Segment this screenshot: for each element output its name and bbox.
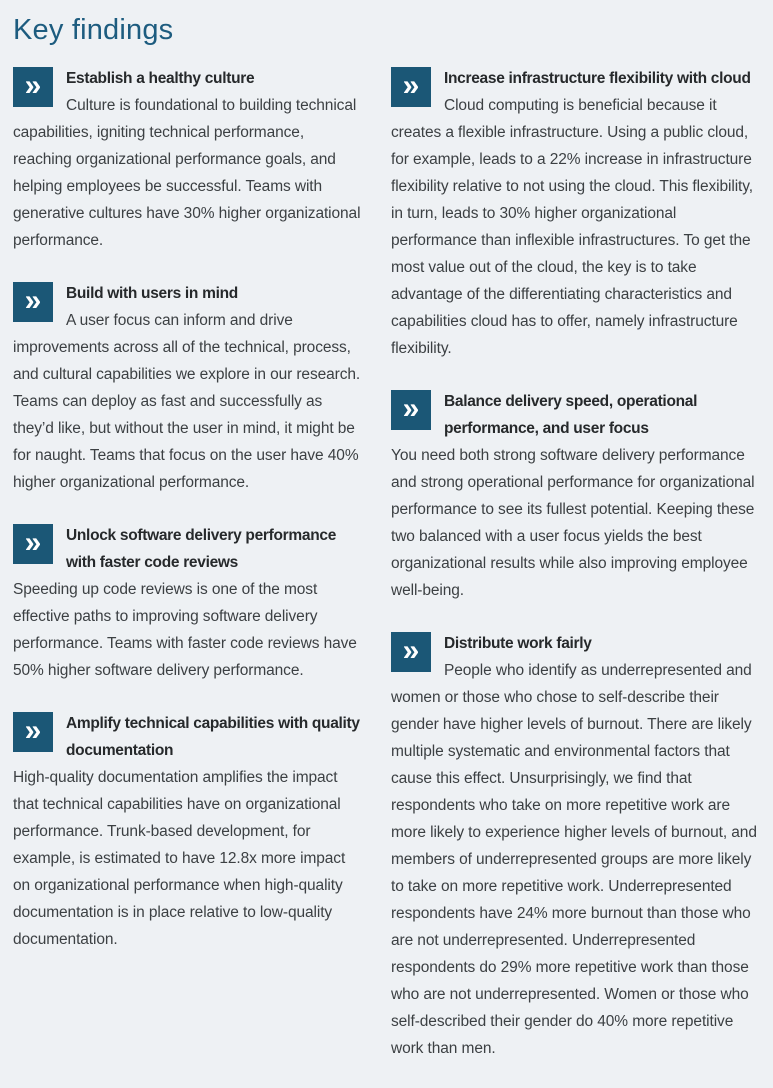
finding-body: A user focus can inform and drive improvements across all of the technical, process, and cultural capabilities we explore in our research. Teams can deploy as fast and successfully as they’d like, but without the user in mind, it might be for naught. Teams that focus on the user have 40% higher organizational performance. xyxy=(13,312,361,491)
double-chevron-icon: » xyxy=(13,282,53,322)
page-title: Key findings xyxy=(13,14,174,46)
double-chevron-icon: » xyxy=(391,632,431,672)
finding-heading: Increase infrastructure flexibility with cloud xyxy=(444,70,751,87)
double-chevron-icon: » xyxy=(13,712,53,752)
finding-body: High-quality documentation amplifies the impact that technical capabilities have on organizational performance. Trunk-based development, for example, is estimated to have 12.8x more impact on organizational performance when high-quality documentation is in place relative to low-quality documentation. xyxy=(13,769,346,948)
finding-body: Culture is foundational to building technical capabilities, igniting technical performance, reaching organizational performance goals, and helping employees be successful. Teams with generative cultures have 30% higher organizational performance. xyxy=(13,97,361,249)
finding-item xyxy=(391,65,760,362)
double-chevron-icon: » xyxy=(391,390,431,430)
double-chevron-icon: » xyxy=(13,524,53,564)
finding-item xyxy=(13,280,365,496)
finding-heading: Amplify technical capabilities with quality documentation xyxy=(66,715,360,759)
finding-heading: Unlock software delivery performance with faster code reviews xyxy=(66,527,337,571)
finding-body: Speeding up code reviews is one of the most effective paths to improving software delivery performance. Teams with faster code reviews have 50% higher software delivery performance. xyxy=(13,581,357,679)
findings-column-left xyxy=(13,65,365,1088)
finding-item xyxy=(13,522,365,684)
finding-heading: Build with users in mind xyxy=(66,285,238,302)
finding-body: Cloud computing is beneficial because it creates a flexible infrastructure. Using a public cloud, for example, leads to a 22% increase in infrastructure flexibility relative to not using the cloud. This flexibility, in turn, leads to 30% higher organizational performance than inflexible infrastructures. To get the most value out of the cloud, the key is to take advantage of the differentiating characteristics and capabilities cloud has to offer, namely infrastructure flexibility. xyxy=(391,97,753,357)
finding-heading: Balance delivery speed, operational performance, and user focus xyxy=(444,393,698,437)
findings-columns xyxy=(13,65,760,1088)
finding-item xyxy=(13,710,365,953)
finding-body: You need both strong software delivery performance and strong operational performance for organizational performance to see its fullest potential. Keeping these two balanced with a user focus yields the best organizational results while also improving employee well-being. xyxy=(391,447,755,599)
finding-item xyxy=(13,65,365,254)
double-chevron-icon: » xyxy=(13,67,53,107)
finding-heading: Distribute work fairly xyxy=(444,635,592,652)
finding-item xyxy=(391,388,760,604)
finding-item xyxy=(391,630,760,1062)
finding-body: People who identify as underrepresented and women or those who chose to self-describe their gender have higher levels of burnout. There are likely multiple systematic and environmental factors that cause this effect. Unsurprisingly, we find that respondents who take on more repetitive work are more likely to experience higher levels of burnout, and members of underrepresented groups are more likely to take on more repetitive work. Underrepresented respondents have 24% more burnout than those who are not underrepresented. Underrepresented respondents do 29% more repetitive work than those who are not underrepresented. Women or those who self-described their gender do 40% more repetitive work than men. xyxy=(391,662,757,1057)
double-chevron-icon: » xyxy=(391,67,431,107)
findings-column-right xyxy=(391,65,760,1088)
finding-heading: Establish a healthy culture xyxy=(66,70,255,87)
